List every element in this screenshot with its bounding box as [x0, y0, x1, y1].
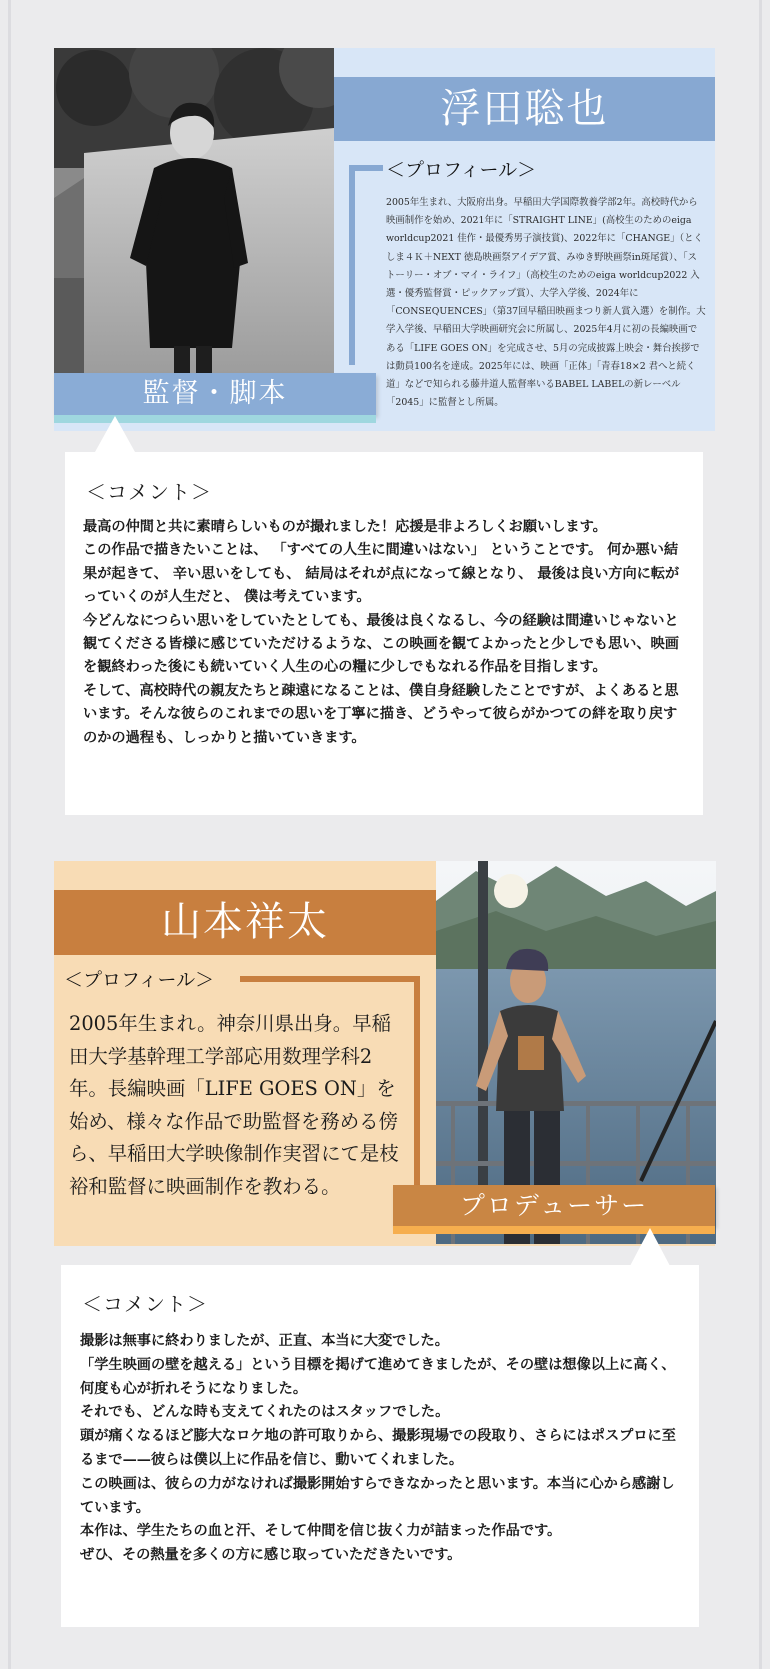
speech-bubble-pointer [630, 1228, 670, 1266]
producer-comment-heading: ＜コメント＞ [82, 1292, 208, 1316]
director-name: 浮田聡也 [440, 86, 609, 132]
director-comment-text: 最高の仲間と共に素晴らしいものが撮れました！応援是非よろしくお願いします。 この作品で描きたいことは、 「すべての人生に間違いはない」 ということです。 何か悪い結果が起きて、 辛い思いをしても、 結局はそれが点になって線となり、 最後は良い方向に転がっていくのが人生だと、 僕は考えています。 今どんなにつらい思いをしていたとしても、最後は良くなるし、今の経験は間違いじゃないと観てくださる皆様に感じていただけるような、この映画を観てよかったと少しでも思い、映画を観終わった後にも続いていく人生の心の糧に少しでもなれる作品を目指します。 そして、高校時代の親友たちと疎遠になることは、僕自身経験したことですが、よくあると思います。そんな彼らのこれまでの思いを丁寧に描き、どうやって彼らがかつての絆を取り戻すのかの過程も、しっかりと描いていきます。 [83, 519, 680, 746]
frame-line-left [8, 0, 11, 1669]
producer-comment-text: 撮影は無事に終わりましたが、正直、本当に大変でした。 「学生映画の壁を越える」という目標を掲げて進めてきましたが、その壁は想像以上に高く、何度も心が折れそうになりました。 それでも、どんな時も支えてくれたのはスタッフでした。 頭が痛くなるほど膨大なロケ地の許可取りから、撮影現場での段取り、さらにはポスプロに至るまで——彼らは僕以上に作品を信じ、動いてくれました。 この映画は、彼らの力がなければ撮影開始すらできなかったと思います。本当に心から感謝しています。 本作は、学生たちの血と汗、そして仲間を信じ抜く力が詰まった作品です。 ぜひ、その熱量を多くの方に感じ取っていただきたいです。 [80, 1333, 676, 1564]
director-profile-text: 2005年生まれ、大阪府出身。早稲田大学国際教養学部2年。高校時代から映画制作を始め、2021年に「STRAIGHT LINE」(高校生のためのeiga worldcup2021 佳作・最優秀男子演技賞)、2022年に「CHANGE」（とくしま４Ｋ＋NEXT 徳島映画祭アイデア賞、みゆき野映画祭in斑尾賞）、「ストーリー・オブ・マイ・ライフ」（高校生のためのeiga worldcup2022 入選・優秀監督賞・ピックアップ賞）、大学入学後、2024年に「CONSEQUENCES」（第37回早稲田映画まつり新人賞入選）を制作。大学入学後、早稲田大学映画研究会に所属し、2025年4月に初の長編映画である「LIFE GOES ON」を完成させ、5月の完成披露上映会・舞台挨拶では動員100名を達成。2025年には、映画「正体」「青春18×2 君へと続く道」などで知られる藤井道人監督率いるBABEL LABELの新レーベル「2045」に監督とし所属。 [386, 197, 706, 409]
profile-bracket-line [349, 165, 383, 171]
producer-profile-text: 2005年生まれ。神奈川県出身。早稲田大学基幹理工学部応用数理学科2年。長編映画「LIFE GOES ON」を始め、様々な作品で助監督を務める傍ら、早稲田大学映像制作実習にて是枝裕和監督に映画制作を教わる。 [69, 1012, 399, 1198]
profile-bracket-line [240, 976, 420, 982]
frame-line-right [759, 0, 762, 1669]
profile-bracket-line [349, 165, 355, 365]
profile-bracket-line [414, 976, 420, 1186]
director-role: 監督・脚本 [142, 378, 288, 409]
speech-bubble-pointer [95, 416, 135, 452]
director-photo [54, 48, 334, 373]
director-comment-heading: ＜コメント＞ [86, 480, 212, 504]
director-profile-heading: ＜プロフィール＞ [386, 159, 537, 181]
producer-name: 山本祥太 [161, 899, 329, 945]
producer-role: プロデューサー [459, 1191, 649, 1220]
producer-profile-heading: ＜プロフィール＞ [64, 969, 215, 991]
